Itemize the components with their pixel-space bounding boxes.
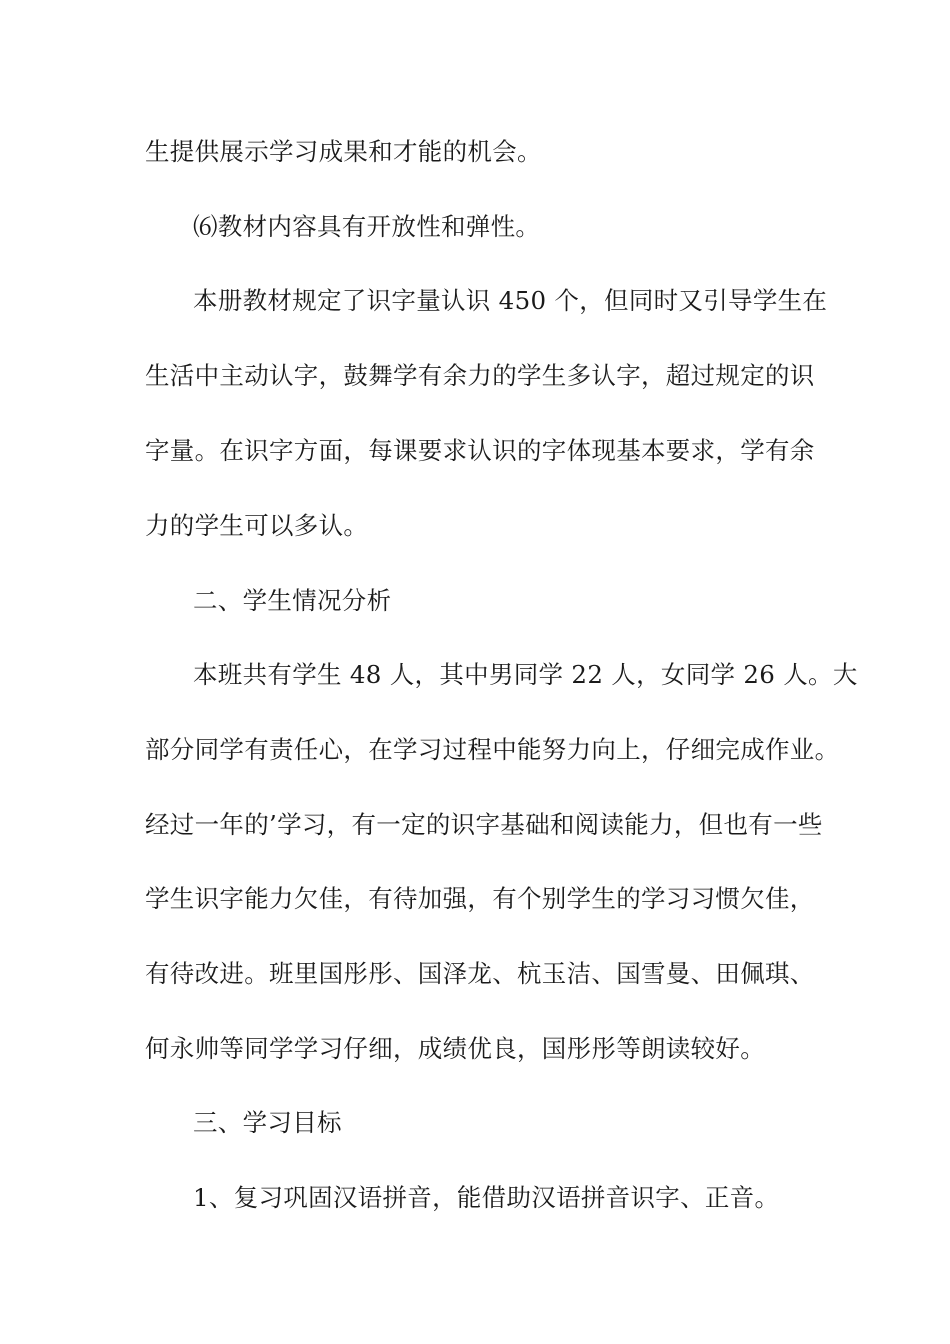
- list-item: 1、复习巩固汉语拼音，能借助汉语拼音识字、正音。: [193, 1183, 780, 1212]
- paragraph-line: 部分同学有责任心，在学习过程中能努力向上，仔细完成作业。: [145, 735, 840, 764]
- paragraph-line: 生提供展示学习成果和才能的机会。: [145, 137, 542, 166]
- paragraph-line: 字量。在识字方面，每课要求认识的字体现基本要求，学有余: [145, 436, 815, 465]
- paragraph-line: 学生识字能力欠佳，有待加强，有个别学生的学习习惯欠佳，: [145, 884, 815, 913]
- paragraph-line: ⑹教材内容具有开放性和弹性。: [193, 212, 541, 241]
- paragraph-line: 力的学生可以多认。: [145, 511, 369, 540]
- paragraph-line: 生活中主动认字，鼓舞学有余力的学生多认字，超过规定的识: [145, 361, 815, 390]
- paragraph-line: 本册教材规定了识字量认识 450 个，但同时又引导学生在: [193, 286, 828, 315]
- paragraph-line: 有待改进。班里国彤彤、国泽龙、杭玉洁、国雪曼、田佩琪、: [145, 959, 815, 988]
- section-heading: 三、学习目标: [193, 1108, 342, 1137]
- paragraph-line: 经过一年的’学习，有一定的识字基础和阅读能力，但也有一些: [145, 810, 823, 839]
- section-heading: 二、学生情况分析: [193, 586, 392, 615]
- paragraph-line: 本班共有学生 48 人，其中男同学 22 人，女同学 26 人。大: [193, 660, 858, 689]
- paragraph-line: 何永帅等同学学习仔细，成绩优良，国彤彤等朗读较好。: [145, 1034, 765, 1063]
